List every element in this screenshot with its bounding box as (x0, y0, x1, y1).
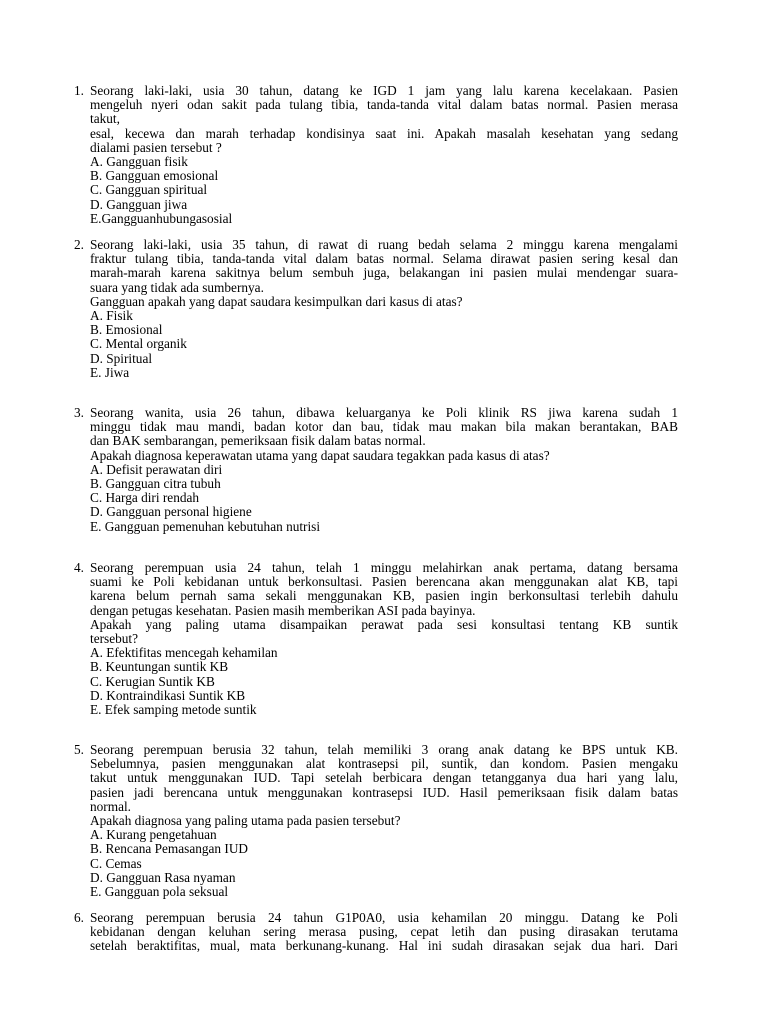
question-stem-line: Seorang laki-laki, usia 35 tahun, di rawat di ruang bedah selama 2 minggu karena mengalami (90, 237, 678, 252)
question-stem-line: marah-marah karena sakitnya belum sembuh juga, belakangan ini pasien mulai mendengar suara- (90, 265, 678, 281)
question-body (90, 743, 678, 899)
answer-option: A. Efektifitas mencegah kehamilan (90, 645, 278, 661)
answer-option: D. Gangguan Rasa nyaman (90, 869, 236, 885)
answer-option: C. Kerugian Suntik KB (90, 673, 215, 689)
question-number: 6. (74, 910, 84, 925)
question-stem-line: Seorang perempuan usia 24 tahun, telah 1 minggu melahirkan anak pertama, datang bersama (90, 560, 678, 575)
answer-option: A. Defisit perawatan diri (90, 461, 223, 477)
question-body (90, 911, 678, 954)
question-5 (74, 743, 678, 899)
question-body (90, 561, 678, 717)
question-stem-line: tersebut? (90, 631, 138, 647)
question-stem-line: mengeluh nyeri odan sakit pada tulang tibia, tanda-tanda vital dalam batas normal. Pasien merasa (90, 97, 678, 113)
question-stem-line: Apakah diagnosa yang paling utama pada pasien tersebut? (90, 813, 401, 829)
question-body (90, 84, 678, 226)
question-2 (74, 238, 678, 380)
question-stem-line: Seorang laki-laki, usia 30 tahun, datang ke IGD 1 jam yang lalu karena kecelakaan. Pasien (90, 83, 678, 98)
question-stem-line: pasien jadi berencana untuk menggunakan kontrasepsi IUD. Hasil pemeriksaan fisik dalam batas (90, 784, 678, 800)
question-stem-line: suami ke Poli kebidanan untuk berkonsultasi. Pasien berencana akan menggunakan alat KB, tapi (90, 574, 678, 590)
answer-option: D. Kontraindikasi Suntik KB (90, 687, 246, 703)
question-3 (74, 406, 678, 534)
question-stem-line: Seorang perempuan berusia 24 tahun G1P0A0, usia kehamilan 20 minggu. Datang ke Poli (90, 910, 678, 925)
question-stem-line: karena belum pernah sama sekali menggunakan KB, pasien ingin berkonsultasi terlebih dahulu (90, 588, 678, 604)
question-stem-line: fraktur tulang tibia, tanda-tanda vital dalam batas normal. Selama dirawat pasien sering kesal dan (90, 251, 678, 267)
question-number: 2. (74, 237, 84, 252)
answer-option: E.Gangguanhubungasosial (90, 210, 233, 226)
question-body (90, 406, 678, 534)
question-stem-line: kebidanan dengan keluhan sering merasa pusing, cepat letih dan pusing dirasakan terutama (90, 924, 678, 940)
question-stem-line: Seorang perempuan berusia 32 tahun, telah memiliki 3 orang anak datang ke BPS untuk KB. (90, 742, 678, 757)
answer-option: E. Jiwa (90, 364, 130, 380)
answer-option: D. Gangguan personal higiene (90, 504, 252, 520)
answer-option: D. Gangguan jiwa (90, 196, 188, 212)
question-stem-line: Apakah diagnosa keperawatan utama yang dapat saudara tegakkan pada kasus di atas? (90, 447, 550, 463)
question-6 (74, 911, 678, 954)
answer-option: B. Gangguan citra tubuh (90, 476, 221, 492)
question-stem-line: setelah beraktifitas, mual, mata berkunang-kunang. Hal ini sudah dirasakan sejak dua hari. Dari (90, 938, 678, 954)
answer-option: C. Gangguan spiritual (90, 182, 208, 198)
question-stem-line: takut, (90, 111, 120, 127)
answer-option: B. Emosional (90, 322, 163, 338)
question-stem-line: Apakah yang paling utama disampaikan perawat pada sesi konsultasi tentang KB suntik (90, 616, 678, 632)
question-stem-line: Seorang wanita, usia 26 tahun, dibawa keluarganya ke Poli klinik RS jiwa karena sudah 1 (90, 405, 678, 420)
question-stem-line: Sebelumnya, pasien menggunakan alat kontrasepsi pil, suntik, dan kondom. Pasien mengaku (90, 756, 678, 772)
question-stem-line: minggu tidak mau mandi, badan kotor dan bau, tidak mau makan bila makan berantakan, BAB (90, 419, 678, 435)
question-number: 5. (74, 742, 84, 757)
answer-option: A. Fisik (90, 308, 133, 324)
answer-option: B. Gangguan emosional (90, 168, 219, 184)
question-stem-line: esal, kecewa dan marah terhadap kondisinya saat ini. Apakah masalah kesehatan yang sedang (90, 125, 678, 141)
question-number: 4. (74, 560, 84, 575)
answer-option: C. Cemas (90, 855, 142, 871)
question-number: 1. (74, 83, 84, 98)
answer-option: C. Mental organik (90, 336, 187, 352)
answer-option: A. Gangguan fisik (90, 154, 188, 170)
question-stem-line: normal. (90, 798, 131, 814)
question-stem-line: dan BAK sembarangan, pemeriksaan fisik dalam batas normal. (90, 433, 426, 449)
answer-option: C. Harga diri rendah (90, 490, 200, 506)
question-stem-line: Gangguan apakah yang dapat saudara kesimpulkan dari kasus di atas? (90, 293, 463, 309)
answer-option: A. Kurang pengetahuan (90, 827, 217, 843)
question-4 (74, 561, 678, 717)
question-stem-line: suara yang tidak ada sumbernya. (90, 279, 264, 295)
answer-option: E. Gangguan pemenuhan kebutuhan nutrisi (90, 518, 321, 534)
question-number: 3. (74, 405, 84, 420)
question-1 (74, 84, 678, 226)
question-body (90, 238, 678, 380)
question-stem-line: dengan petugas kesehatan. Pasien masih memberikan ASI pada bayinya. (90, 602, 476, 618)
answer-option: B. Keuntungan suntik KB (90, 659, 229, 675)
answer-option: B. Rencana Pemasangan IUD (90, 841, 249, 857)
answer-option: E. Efek samping metode suntik (90, 702, 257, 718)
question-stem-line: dialami pasien tersebut ? (90, 139, 222, 155)
answer-option: E. Gangguan pola seksual (90, 884, 229, 900)
answer-option: D. Spiritual (90, 350, 153, 366)
question-stem-line: takut untuk menggunakan IUD. Tapi setelah berbicara dengan tetangganya dua hari yang lalu, (90, 770, 678, 786)
